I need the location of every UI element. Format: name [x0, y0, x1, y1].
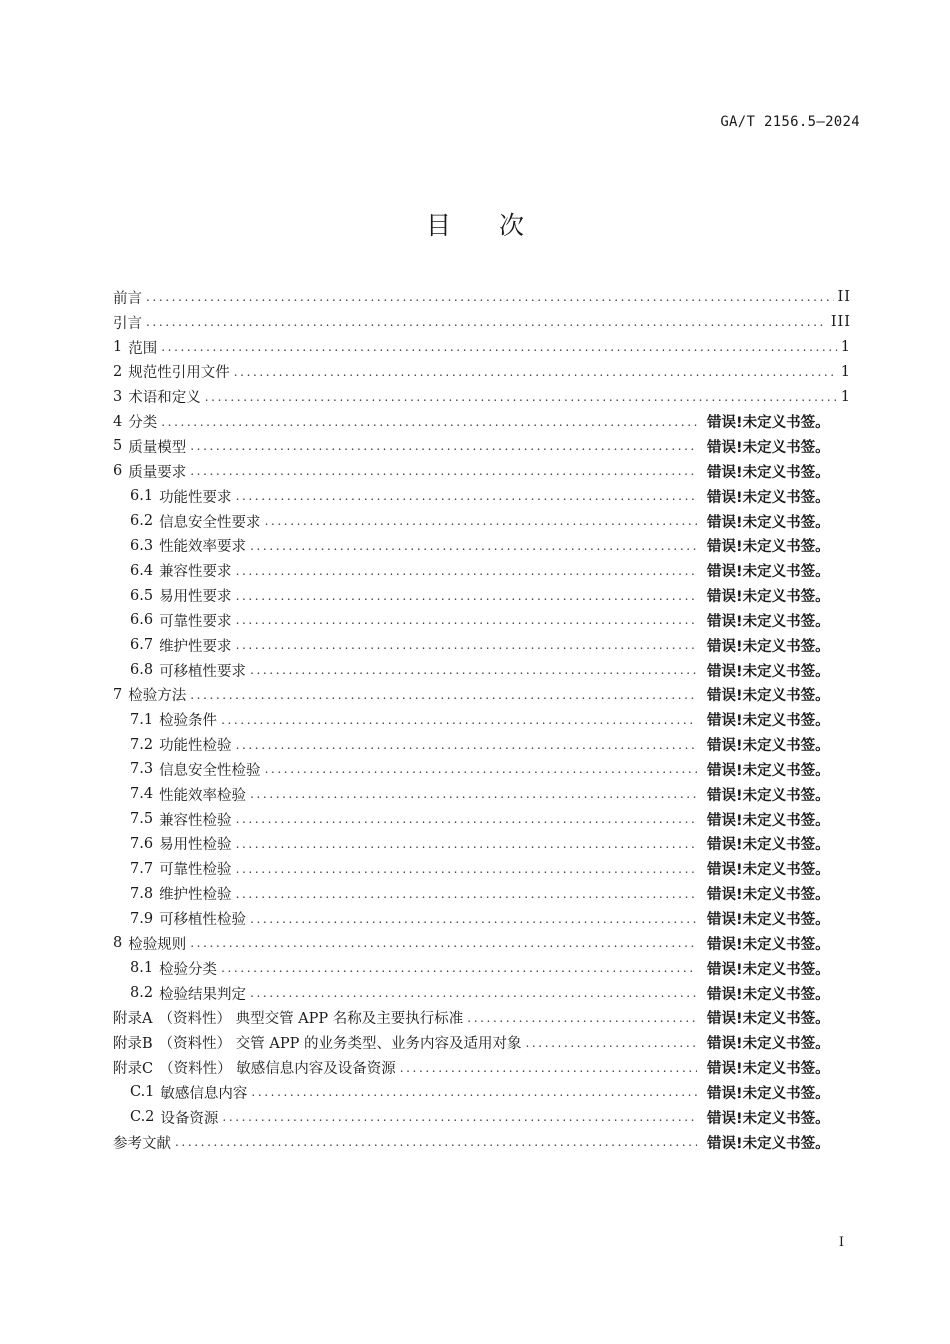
toc-entry-number: 7.4 — [130, 786, 154, 803]
toc-entry-title: 检验结果判定 — [159, 986, 247, 1003]
toc-leader-dots — [236, 613, 697, 627]
toc-entry-bookmark-error: 错误!未定义书签。 — [707, 961, 830, 978]
toc-entry-title: 功能性检验 — [159, 738, 232, 755]
toc-entry[interactable] — [113, 409, 851, 434]
toc-entry-title: 参考文献 — [113, 1135, 171, 1152]
toc-entry-page: 1 — [840, 339, 851, 356]
toc-leader-dots — [250, 912, 697, 926]
toc-entry[interactable] — [113, 434, 851, 459]
toc-entry[interactable] — [113, 1055, 851, 1080]
toc-entry-number: 7.5 — [130, 811, 154, 828]
toc-entry-title: 兼容性要求 — [159, 564, 232, 581]
toc-leader-dots — [236, 837, 697, 851]
toc-entry[interactable] — [113, 856, 851, 881]
toc-entry-number: 8.1 — [130, 960, 154, 977]
toc-entry-bookmark-error: 错误!未定义书签。 — [707, 1135, 830, 1152]
toc-entry[interactable] — [113, 583, 851, 608]
toc-entry-title: 信息安全性要求 — [159, 514, 261, 531]
toc-entry-bookmark-error: 错误!未定义书签。 — [707, 738, 830, 755]
toc-entry-bookmark-error: 错误!未定义书签。 — [707, 514, 830, 531]
toc-entry-bookmark-error: 错误!未定义书签。 — [707, 415, 830, 432]
toc-entry[interactable] — [113, 956, 851, 981]
toc-entry-title: 信息安全性检验 — [159, 762, 261, 779]
toc-leader-dots — [221, 713, 697, 727]
toc-entry-number: 3 — [113, 388, 123, 405]
toc-entry-number: 7.6 — [130, 835, 154, 852]
toc-leader-dots — [146, 315, 827, 329]
toc-entry[interactable] — [113, 1080, 851, 1105]
toc-entry-number: 7.2 — [130, 736, 154, 753]
toc-entry-bookmark-error: 错误!未定义书签。 — [707, 613, 830, 630]
toc-entry-number: 7.7 — [130, 860, 154, 877]
toc-entry[interactable] — [113, 732, 851, 757]
toc-leader-dots — [265, 514, 697, 528]
toc-leader-dots — [250, 986, 697, 1000]
toc-entry[interactable] — [113, 509, 851, 534]
toc-entry[interactable] — [113, 459, 851, 484]
toc-entry[interactable] — [113, 484, 851, 509]
toc-entry-bookmark-error: 错误!未定义书签。 — [707, 787, 830, 804]
toc-entry-title: 检验分类 — [159, 961, 218, 978]
toc-leader-dots — [400, 1061, 697, 1075]
toc-entry-title: 前言 — [113, 290, 142, 307]
toc-leader-dots — [234, 365, 837, 379]
toc-entry-title: 设备资源 — [160, 1110, 219, 1127]
toc-entry[interactable] — [113, 608, 851, 633]
toc-entry-number: 8.2 — [130, 985, 154, 1002]
toc-entry-bookmark-error: 错误!未定义书签。 — [707, 464, 830, 481]
toc-entry-bookmark-error: 错误!未定义书签。 — [707, 812, 830, 829]
toc-entry-number: 2 — [113, 363, 123, 380]
toc-leader-dots — [222, 1110, 697, 1124]
toc-entry-bookmark-error: 错误!未定义书签。 — [707, 1036, 830, 1053]
toc-entry-number: 7.9 — [130, 910, 154, 927]
document-code: GA/T 2156.5—2024 — [720, 114, 860, 130]
toc-leader-dots — [205, 390, 837, 404]
toc-entry-number: C.2 — [130, 1109, 155, 1126]
toc-entry-number: 6.5 — [130, 587, 154, 604]
toc-entry-title: 性能效率检验 — [159, 787, 247, 804]
toc-entry-title: 维护性要求 — [159, 638, 232, 655]
toc-entry-number: 6.3 — [130, 537, 154, 554]
toc-entry-number: C.1 — [130, 1084, 155, 1101]
toc-entry-title: 可靠性要求 — [159, 613, 232, 630]
toc-entry-title: 质量要求 — [128, 464, 187, 481]
toc-list — [113, 285, 851, 1155]
toc-entry-number: 7.1 — [130, 711, 154, 728]
toc-leader-dots — [236, 589, 697, 603]
toc-entry-bookmark-error: 错误!未定义书签。 — [707, 1085, 830, 1102]
toc-leader-dots — [190, 439, 697, 453]
toc-entry-bookmark-error: 错误!未定义书签。 — [707, 564, 830, 581]
toc-entry-bookmark-error: 错误!未定义书签。 — [707, 589, 830, 606]
toc-entry-number: 6.7 — [130, 637, 154, 654]
toc-entry-number: 6.1 — [130, 488, 154, 505]
toc-entry-bookmark-error: 错误!未定义书签。 — [707, 837, 830, 854]
toc-entry-bookmark-error: 错误!未定义书签。 — [707, 489, 830, 506]
toc-title — [0, 206, 950, 242]
toc-entry-number: 4 — [113, 413, 123, 430]
toc-entry-bookmark-error: 错误!未定义书签。 — [707, 1061, 830, 1078]
toc-leader-dots — [236, 812, 697, 826]
toc-leader-dots — [236, 862, 697, 876]
toc-entry-number: 6.6 — [130, 612, 154, 629]
toc-leader-dots — [250, 663, 697, 677]
toc-entry-bookmark-error: 错误!未定义书签。 — [707, 862, 830, 879]
toc-entry[interactable] — [113, 558, 851, 583]
toc-entry[interactable] — [113, 335, 851, 360]
toc-entry-title: 术语和定义 — [128, 390, 201, 407]
toc-entry-title: （资料性） 敏感信息内容及设备资源 — [159, 1061, 396, 1078]
toc-entry-bookmark-error: 错误!未定义书签。 — [707, 887, 830, 904]
toc-leader-dots — [236, 564, 697, 578]
toc-entry-title: 检验规则 — [128, 936, 187, 953]
toc-leader-dots — [190, 464, 697, 478]
toc-entry[interactable] — [113, 931, 851, 956]
toc-leader-dots — [251, 1085, 697, 1099]
toc-leader-dots — [190, 936, 697, 950]
toc-entry[interactable] — [113, 360, 851, 385]
toc-entry[interactable] — [113, 1005, 851, 1030]
toc-entry-bookmark-error: 错误!未定义书签。 — [707, 936, 830, 953]
toc-entry-number: 7.3 — [130, 761, 154, 778]
toc-title-char-1: 目 — [425, 211, 451, 240]
toc-leader-dots — [146, 290, 834, 304]
toc-leader-dots — [236, 887, 697, 901]
toc-entry-page: II — [837, 289, 851, 306]
toc-entry[interactable] — [113, 384, 851, 409]
toc-entry-title: 易用性检验 — [159, 837, 232, 854]
toc-entry-title: 规范性引用文件 — [128, 365, 230, 382]
toc-entry-bookmark-error: 错误!未定义书签。 — [707, 986, 830, 1003]
toc-leader-dots — [525, 1036, 697, 1050]
toc-entry-title: 分类 — [128, 415, 158, 432]
toc-entry-title: 检验条件 — [159, 713, 218, 730]
toc-entry-number: 附录C — [113, 1061, 154, 1078]
toc-entry-title: 引言 — [113, 315, 142, 332]
toc-leader-dots — [161, 415, 697, 429]
toc-entry-title: 敏感信息内容 — [160, 1085, 248, 1102]
toc-entry[interactable] — [113, 1030, 851, 1055]
toc-entry-number: 7.8 — [130, 885, 154, 902]
toc-entry-title: 功能性要求 — [159, 489, 232, 506]
toc-leader-dots — [467, 1011, 697, 1025]
toc-entry-bookmark-error: 错误!未定义书签。 — [707, 1110, 830, 1127]
toc-entry-title: 范围 — [128, 340, 158, 357]
toc-entry-number: 6.8 — [130, 662, 154, 679]
toc-entry-bookmark-error: 错误!未定义书签。 — [707, 762, 830, 779]
toc-leader-dots — [221, 961, 697, 975]
toc-entry-page: 1 — [840, 363, 851, 380]
toc-leader-dots — [236, 638, 697, 652]
toc-entry-title: （资料性） 典型交管 APP 名称及主要执行标准 — [158, 1011, 464, 1028]
toc-entry-number: 6.4 — [130, 562, 154, 579]
toc-entry-bookmark-error: 错误!未定义书签。 — [707, 638, 830, 655]
toc-entry[interactable] — [113, 310, 851, 335]
toc-entry-title: 质量模型 — [128, 439, 187, 456]
toc-entry-title: 易用性要求 — [159, 589, 232, 606]
toc-leader-dots — [161, 340, 837, 354]
toc-entry[interactable] — [113, 533, 851, 558]
toc-entry-bookmark-error: 错误!未定义书签。 — [707, 1011, 830, 1028]
toc-entry[interactable] — [113, 757, 851, 782]
toc-entry-bookmark-error: 错误!未定义书签。 — [707, 713, 830, 730]
toc-entry-number: 6 — [113, 463, 123, 480]
toc-entry[interactable] — [113, 683, 851, 708]
toc-entry-title: 兼容性检验 — [159, 812, 232, 829]
toc-entry-number: 8 — [113, 935, 123, 952]
toc-entry-number: 7 — [113, 686, 123, 703]
toc-leader-dots — [265, 762, 697, 776]
toc-entry-bookmark-error: 错误!未定义书签。 — [707, 688, 830, 705]
toc-entry-title: 性能效率要求 — [159, 539, 247, 556]
toc-entry-bookmark-error: 错误!未定义书签。 — [707, 439, 830, 456]
toc-entry[interactable] — [113, 633, 851, 658]
toc-entry[interactable] — [113, 807, 851, 832]
toc-entry-title: （资料性） 交管 APP 的业务类型、业务内容及适用对象 — [158, 1036, 522, 1053]
toc-entry[interactable] — [113, 285, 851, 310]
toc-entry-bookmark-error: 错误!未定义书签。 — [707, 663, 830, 680]
toc-entry-bookmark-error: 错误!未定义书签。 — [707, 539, 830, 556]
toc-entry[interactable] — [113, 981, 851, 1006]
toc-leader-dots — [236, 489, 697, 503]
toc-leader-dots — [250, 539, 697, 553]
toc-entry-page: 1 — [840, 388, 851, 405]
toc-entry-title: 可移植性要求 — [159, 663, 247, 680]
toc-title-char-2: 次 — [499, 211, 525, 240]
toc-leader-dots — [250, 787, 697, 801]
toc-entry[interactable] — [113, 906, 851, 931]
toc-entry-title: 可移植性检验 — [159, 912, 247, 929]
toc-entry[interactable] — [113, 1105, 851, 1130]
toc-entry[interactable] — [113, 881, 851, 906]
toc-leader-dots — [190, 688, 697, 702]
toc-entry-number: 附录B — [113, 1036, 153, 1053]
toc-entry-number: 6.2 — [130, 513, 154, 530]
toc-entry-bookmark-error: 错误!未定义书签。 — [707, 912, 830, 929]
toc-entry-title: 可靠性检验 — [159, 862, 232, 879]
toc-entry-page: III — [830, 314, 851, 331]
toc-leader-dots — [236, 738, 697, 752]
toc-entry[interactable] — [113, 658, 851, 683]
toc-entry[interactable] — [113, 832, 851, 857]
toc-entry-title: 维护性检验 — [159, 887, 232, 904]
toc-entry-title: 检验方法 — [128, 688, 187, 705]
toc-entry-number: 1 — [113, 339, 123, 356]
toc-leader-dots — [175, 1135, 697, 1149]
toc-entry[interactable] — [113, 782, 851, 807]
toc-entry-number: 附录A — [113, 1011, 153, 1028]
toc-entry[interactable] — [113, 1130, 851, 1155]
toc-entry[interactable] — [113, 707, 851, 732]
toc-entry-number: 5 — [113, 438, 123, 455]
page-number: I — [838, 1235, 844, 1250]
